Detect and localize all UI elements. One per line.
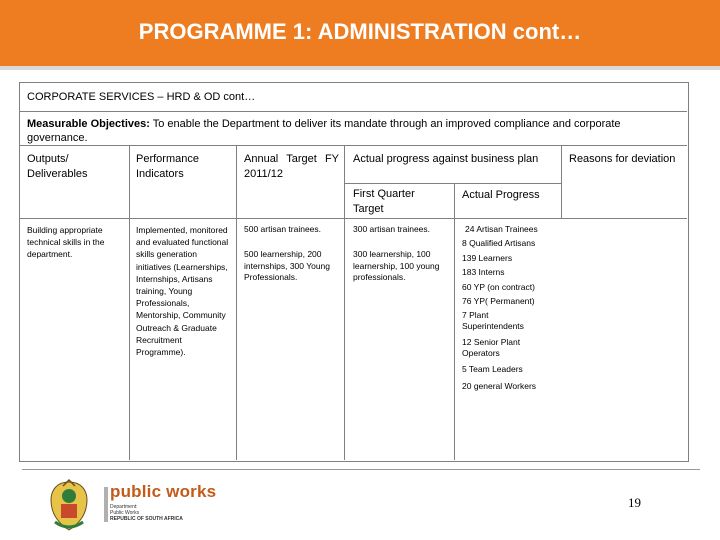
row-divider <box>19 218 687 219</box>
header-indicators: Performance Indicators <box>136 153 199 180</box>
col-divider <box>344 146 345 460</box>
actual-item: 24 Artisan Trainees <box>465 224 538 234</box>
col-divider <box>129 146 130 460</box>
col-divider <box>454 183 455 460</box>
row-divider <box>344 183 561 184</box>
cell-outputs: Building appropriate technical skills in the department. <box>27 225 105 260</box>
cell-annual-2: 500 learnership, 200 internships, 300 Young Professionals. <box>244 249 331 282</box>
actual-item: 76 YP( Permanent) <box>462 295 535 306</box>
cell-first-quarter-1: 300 artisan trainees. <box>353 224 431 234</box>
header-annual-target: Annual Target FY 2011/12 <box>244 153 339 180</box>
header-actual-progress: Actual Progress <box>462 189 540 201</box>
actual-item: 8 Qualified Artisans <box>462 238 536 249</box>
coat-of-arms-icon <box>43 478 95 533</box>
cell-first-quarter-2: 300 learnership, 100 learnership, 100 young professionals. <box>353 249 440 282</box>
measurable-objectives <box>27 117 677 145</box>
actual-item: 5 Team Leaders <box>462 364 523 375</box>
actual-item: 183 Interns <box>462 267 505 278</box>
objectives-label: Measurable Objectives: <box>27 118 150 130</box>
actual-item: 60 YP (on contract) <box>462 281 535 292</box>
logo-line: Department: <box>110 504 138 510</box>
header-outputs: Outputs/ Deliverables <box>27 153 88 180</box>
actual-item: 12 Senior Plant Operators <box>462 337 521 359</box>
cell-actual-progress <box>462 222 557 393</box>
actual-item: 139 Learners <box>462 252 513 263</box>
header-first-quarter: First Quarter Target <box>353 188 415 215</box>
page-number: 19 <box>628 495 641 510</box>
logo-line: Public Works <box>110 510 140 516</box>
col-divider <box>236 146 237 460</box>
header-reasons: Reasons for deviation <box>569 153 676 165</box>
cell-annual-1: 500 artisan trainees. <box>244 224 322 234</box>
actual-item: 7 Plant Superintendents <box>462 310 524 332</box>
col-divider <box>561 146 562 218</box>
logo-line: REPUBLIC OF SOUTH AFRICA <box>110 516 183 522</box>
header-progress: Actual progress against business plan <box>353 153 539 165</box>
banner-shadow <box>0 66 720 70</box>
actual-item: 20 general Workers <box>462 380 537 391</box>
logo-wordmark: public works <box>110 482 217 501</box>
section-title: CORPORATE SERVICES – HRD & OD cont… <box>27 91 256 103</box>
slide-title: PROGRAMME 1: ADMINISTRATION cont… <box>138 19 582 44</box>
objectives-text: To enable the Department to deliver its mandate through an improved compliance and corporate governance. <box>27 118 621 144</box>
footer-divider <box>22 469 700 470</box>
logo-divider <box>104 487 108 522</box>
cell-indicators: Implemented, monitored and evaluated functional skills generation initiatives (Learnerships, Internships, Artisans training, Young Professionals, Mentorship, Community Outreach & Graduate Recruitment Programme). <box>136 225 229 358</box>
